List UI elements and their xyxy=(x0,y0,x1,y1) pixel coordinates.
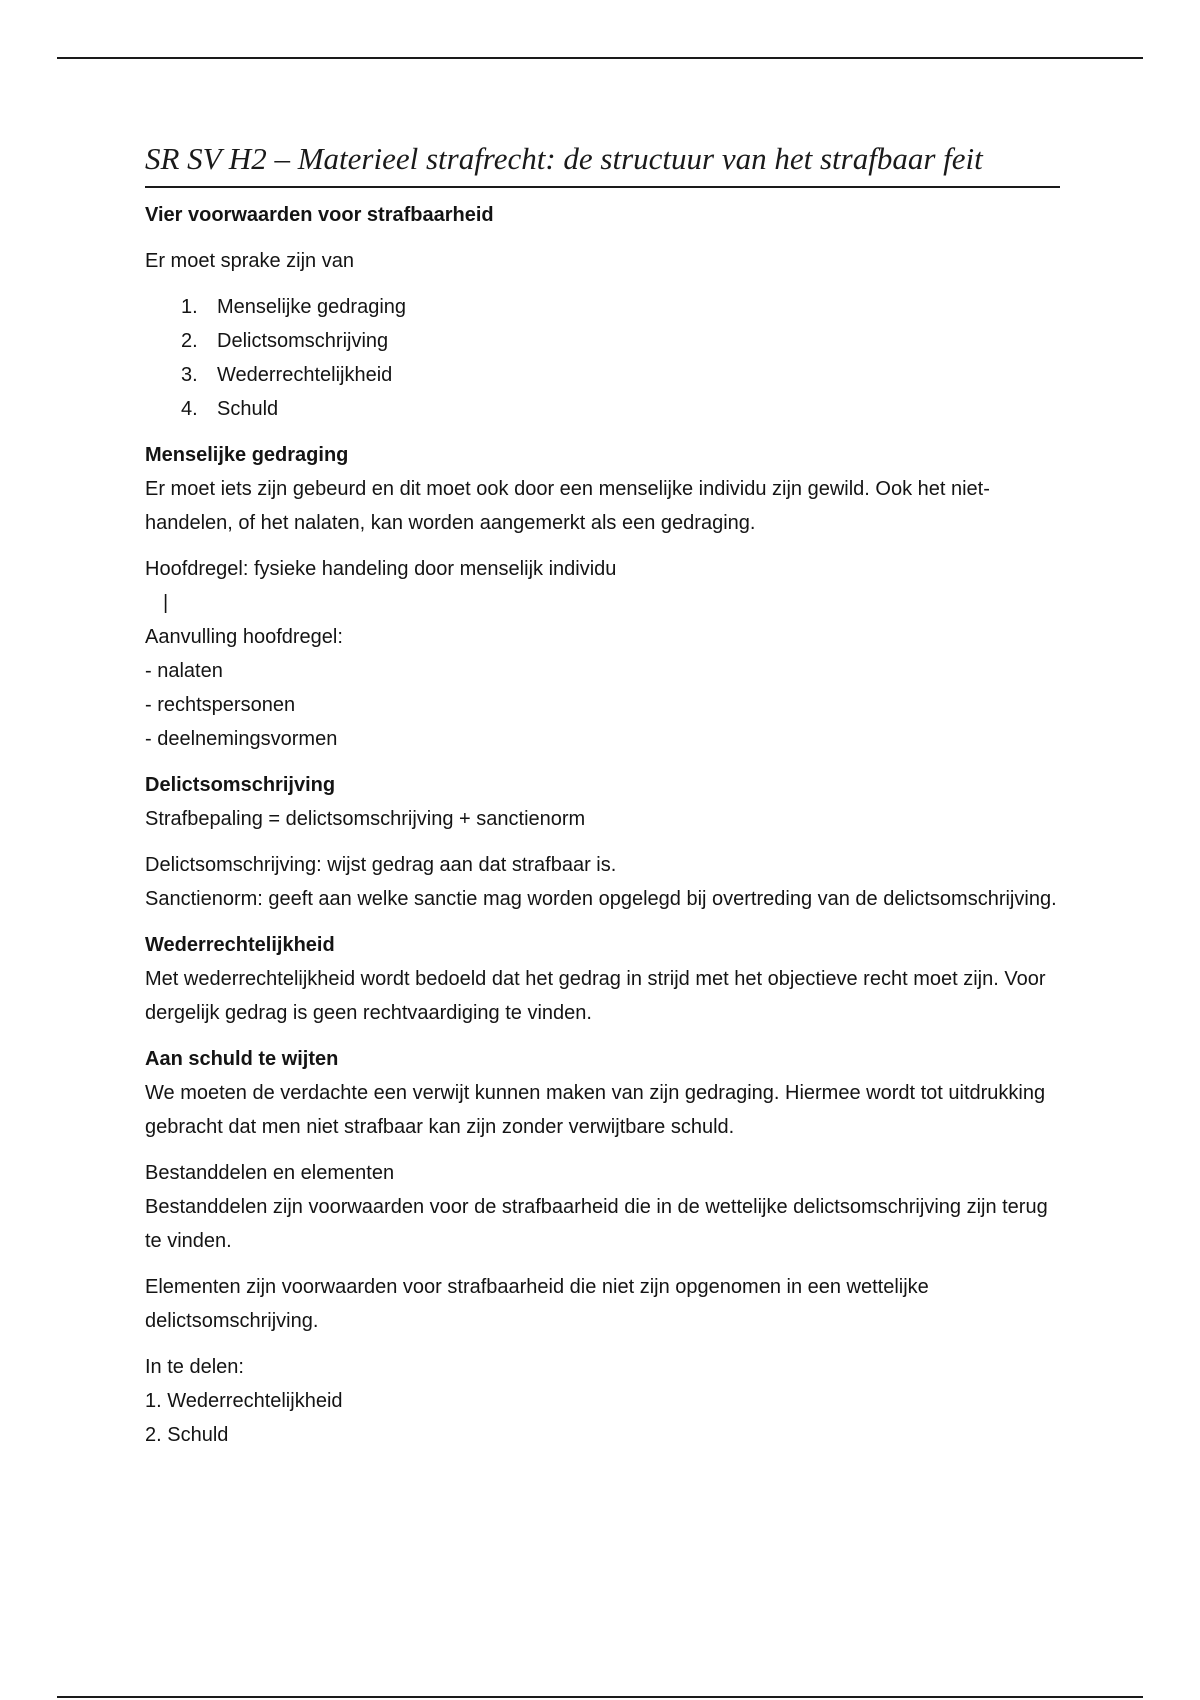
list-item: 3. Wederrechtelijkheid xyxy=(181,364,393,386)
paragraph-definition-sanctienorm: Sanctienorm: geeft aan welke sanctie mag worden opgelegd bij overtreding van de delictsomschrijving. xyxy=(145,888,1057,910)
paragraph-hoofdregel: Hoofdregel: fysieke handeling door menselijk individu xyxy=(145,558,617,580)
list-item: - deelnemingsvormen xyxy=(145,728,338,750)
bottom-rule xyxy=(57,1696,1143,1698)
subheading-bestanddelen: Bestanddelen en elementen xyxy=(145,1162,395,1184)
paragraph-wederrechtelijkheid: Met wederrechtelijkheid wordt bedoeld dat het gedrag in strijd met het objectieve recht moet zijn. Voor dergelijk gedrag is geen rechtvaardiging te vinden. xyxy=(145,968,1046,1024)
page-title: SR SV H2 – Materieel strafrecht: de structuur van het strafbaar feit xyxy=(145,138,1060,188)
paragraph-schuld: We moeten de verdachte een verwijt kunnen maken van zijn gedraging. Hiermee wordt tot uitdrukking gebracht dat men niet strafbaar kan zijn zonder verwijtbare schuld. xyxy=(145,1082,1046,1138)
list-item: 2. Schuld xyxy=(145,1424,229,1446)
paragraph-in-te-delen: In te delen: xyxy=(145,1356,244,1378)
document-body xyxy=(145,138,1060,1452)
list-item: - nalaten xyxy=(145,660,223,682)
list-item: 1. Menselijke gedraging xyxy=(181,296,407,318)
numbered-list-voorwaarden xyxy=(145,290,1060,426)
paragraph-aanvulling: Aanvulling hoofdregel: xyxy=(145,626,343,648)
section-heading-vier-voorwaarden: Vier voorwaarden voor strafbaarheid xyxy=(145,204,494,226)
paragraph-elementen: Elementen zijn voorwaarden voor strafbaarheid die niet zijn opgenomen in een wettelijke delictsomschrijving. xyxy=(145,1276,929,1332)
section-heading-menselijke-gedraging: Menselijke gedraging xyxy=(145,444,349,466)
paragraph-definition-delictsomschrijving: Delictsomschrijving: wijst gedrag aan dat strafbaar is. xyxy=(145,854,617,876)
list-item: - rechtspersonen xyxy=(145,694,296,716)
paragraph-bestanddelen: Bestanddelen zijn voorwaarden voor de strafbaarheid die in de wettelijke delictsomschrijving zijn terug te vinden. xyxy=(145,1196,1048,1252)
list-item: 2. Delictsomschrijving xyxy=(181,330,389,352)
paragraph-formula: Strafbepaling = delictsomschrijving + sanctienorm xyxy=(145,808,586,830)
top-rule xyxy=(57,57,1143,59)
section-heading-delictsomschrijving: Delictsomschrijving xyxy=(145,774,336,796)
paragraph-menselijke-gedraging: Er moet iets zijn gebeurd en dit moet ook door een menselijke individu zijn gewild. Ook het niet-handelen, of het nalaten, kan worden aangemerkt als een gedraging. xyxy=(145,478,990,534)
connector-pipe: | xyxy=(163,592,169,614)
paragraph-intro: Er moet sprake zijn van xyxy=(145,250,354,272)
list-item: 4. Schuld xyxy=(181,398,279,420)
section-heading-schuld: Aan schuld te wijten xyxy=(145,1048,339,1070)
section-heading-wederrechtelijkheid: Wederrechtelijkheid xyxy=(145,934,335,956)
list-item: 1. Wederrechtelijkheid xyxy=(145,1390,343,1412)
